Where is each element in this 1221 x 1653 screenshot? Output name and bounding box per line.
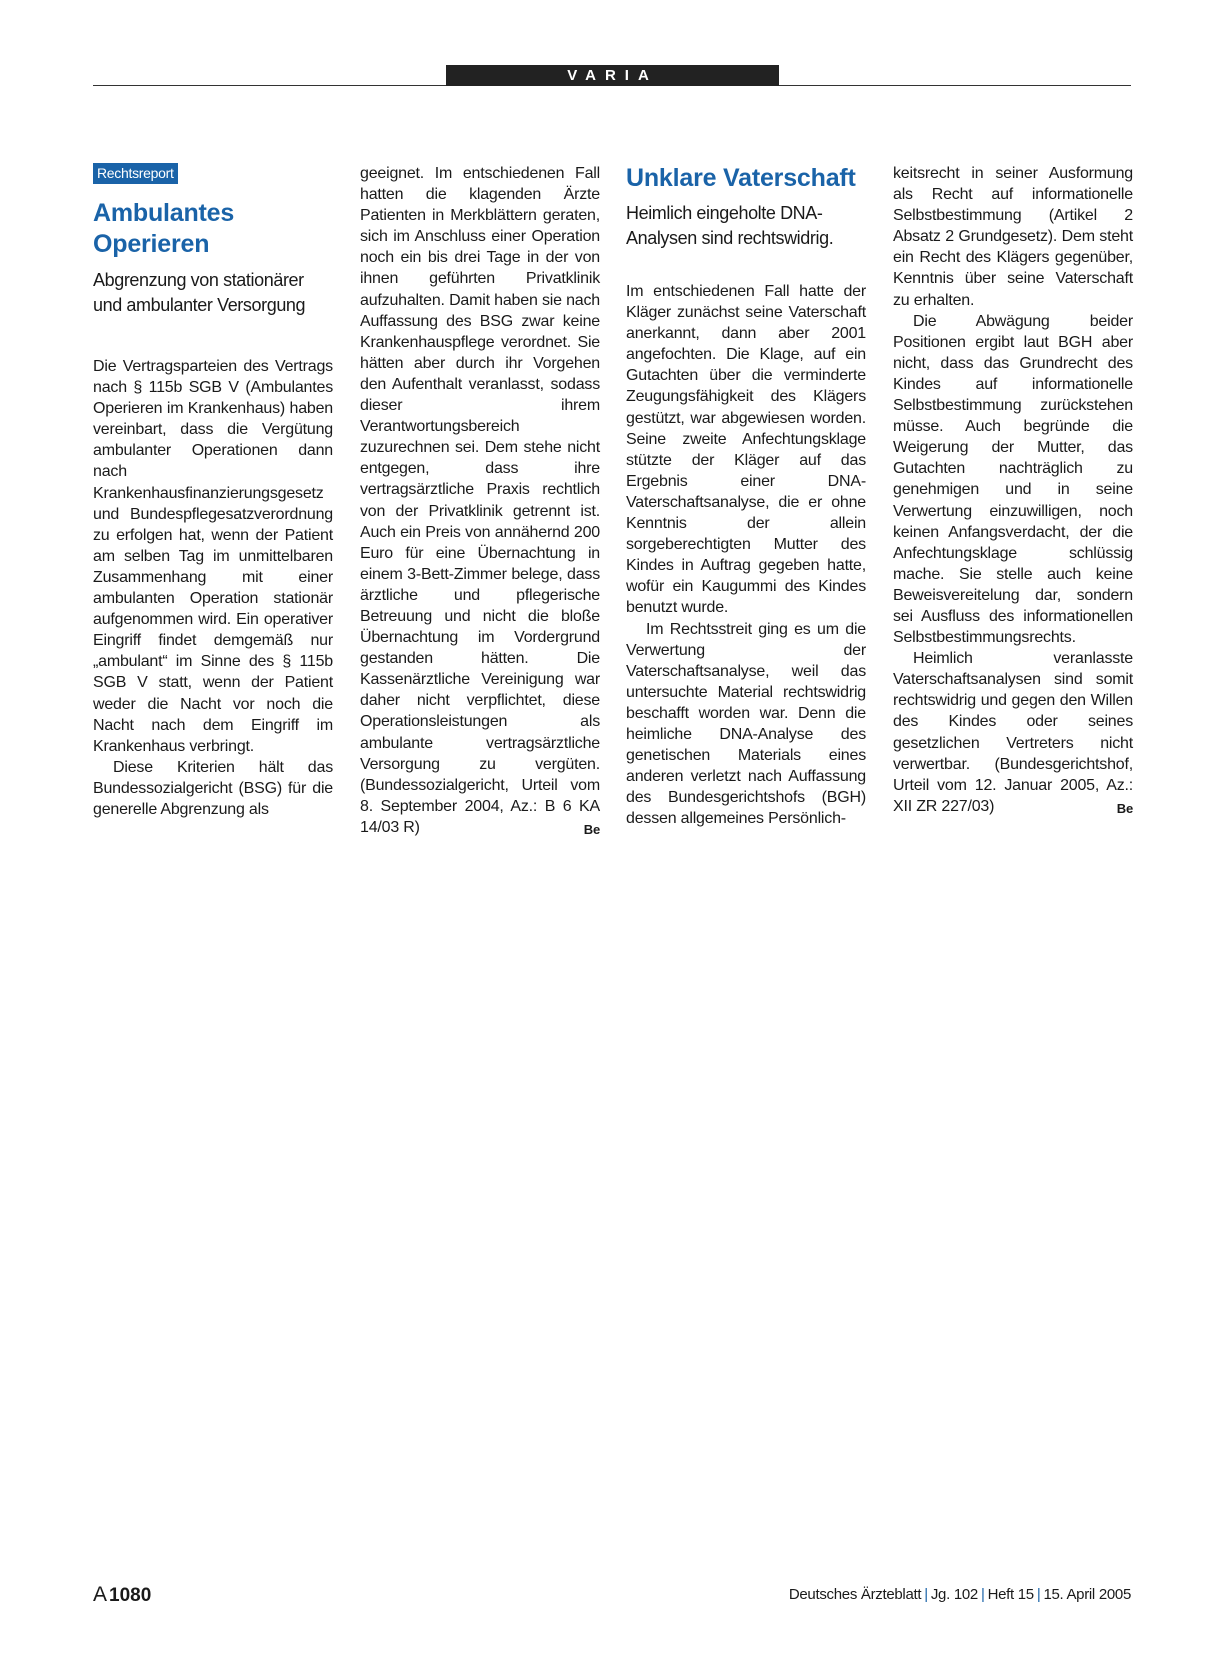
article2-subtitle: Heimlich eingeholte DNA-Analysen sind rechtswidrig. <box>626 203 834 248</box>
article1-paragraph-2-continued <box>360 163 600 838</box>
article2-paragraph-2-start <box>626 619 866 830</box>
article2-author: Be <box>1116 800 1133 816</box>
article2-paragraph-2-text: Im Rechtsstreit ging es um die Verwertung der Vaterschaftsanalyse, weil das untersuchte Material rechtswidrig beschafft worden war. Denn die heimliche DNA-Analyse des genetischen Materials eines anderen verletzt nach Auffassung des Bundesgerichtshofs (BGH) dessen allgemeines Persönlich- <box>626 620 866 828</box>
article1-paragraph-2-start <box>93 757 333 820</box>
page-number-value: 1080 <box>109 1585 152 1606</box>
article2-body-part1 <box>626 281 866 829</box>
column-2 <box>360 163 600 840</box>
article1-paragraph-2-text: Diese Kriterien hält das Bundessozialgericht (BSG) für die generelle Abgrenzung als <box>93 758 333 818</box>
article2-title: Unklare Vaterschaft <box>626 164 856 192</box>
article1-paragraph-1: Die Vertragsparteien des Vertrags nach § 115b SGB V (Ambulantes Operieren im Krankenhaus) haben vereinbart, dass die Vergütung ambulanter Operationen dann nach Krankenhausfinanzierungsgesetz und Bundespflegesatzverordnung zu erfolgen hat, wenn der Patient am selben Tag im unmittelbaren Zusammenhang mit einer ambulanten Operation stationär aufgenommen wird. Ein operativer Eingriff findet demgemäß nur „ambulant“ im Sinne des § 115b SGB V statt, wenn der Patient weder die Nacht vor noch die Nacht nach dem Eingriff im Krankenhaus verbringt. <box>93 358 333 755</box>
article2-body-part2 <box>893 163 1133 817</box>
article1-body-part1 <box>93 356 333 820</box>
article1-title: Ambulantes Operieren <box>93 199 235 258</box>
article2-paragraph-4-text: Heimlich veranlasste Vaterschaftsanalysen sind somit rechtswidrig und gegen den Willen des Kindes oder seines gesetzlichen Vertreters nicht verwertbar. (Bundesgerichtshof, Urteil vom 12. Januar 2005, Az.: XII ZR 227/03) <box>893 650 1133 815</box>
category-tag: Rechtsreport <box>93 163 178 184</box>
page-prefix: A <box>93 1583 108 1606</box>
article2-paragraph-2-continued <box>893 163 1133 311</box>
journal-volume: Jg. 102 <box>930 1586 978 1603</box>
section-label: VARIA <box>446 65 779 86</box>
article1-paragraph-2-rest: geeignet. Im entschiedenen Fall hatten die klagenden Ärzte Patienten in Merkblättern geraten, sich im Anschluss einer Operation noch ein bis drei Tage in der von ihnen geführten Privatklinik aufzuhalten. Damit haben sie nach Auffassung des BSG zwar keine Krankenhauspflege verordnet. Sie hätten aber durch ihr Vorgehen den Aufenthalt veranlasst, sodass dieser ihrem Verantwortungsbereich zuzurechnen sei. Dem stehe nicht entgegen, dass ihre vertragsärztliche Praxis rechtlich von der Privatklinik getrennt ist. Auch ein Preis von annähernd 200 Euro für eine Übernachtung in einem 3-Bett-Zimmer belege, dass ärztliche und pflegerische Betreuung und nicht die bloße Übernachtung im Vordergrund gestanden hätten. Die Kassenärztliche Vereinigung war daher nicht verpflichtet, diese Operationsleistungen als ambulante vertragsärztliche Versorgung zu vergüten. (Bundessozialgericht, Urteil vom 8. September 2004, Az.: B 6 KA 14/03 R) <box>360 165 600 836</box>
article1-body-part2 <box>360 163 600 838</box>
article1-author: Be <box>583 821 600 837</box>
article2-paragraph-4 <box>893 648 1133 817</box>
journal-name: Deutsches Ärzteblatt <box>788 1586 922 1603</box>
column-1 <box>93 163 333 820</box>
article2-paragraph-1: Im entschiedenen Fall hatte der Kläger zunächst seine Vaterschaft anerkannt, dann aber 2001 angefochten. Die Klage, auf ein Gutachten über die verminderte Zeugungsfähigkeit des Klägers gestützt, war abgewiesen worden. Seine zweite Anfechtungsklage stützte der Kläger auf das Ergebnis einer DNA-Vaterschaftsanalyse, die er ohne Kenntnis der allein sorgeberechtigten Mutter des Kindes in Auftrag gegeben hatte, wofür ein Kaugummi des Kindes benutzt wurde. <box>626 283 866 617</box>
column-4 <box>893 163 1133 819</box>
page-number <box>93 1583 151 1607</box>
journal-issue: Heft 15 <box>987 1586 1034 1603</box>
article2-paragraph-3: Die Abwägung beider Positionen ergibt laut BGH aber nicht, dass das Grundrecht des Kindes auf informationelle Selbstbestimmung zurückstehen müsse. Auch begründe die Weigerung der Mutter, das Gutachten nachträglich zu genehmigen und in seine Verwertung einzuwilligen, noch keinen Anfangsverdacht, der die Anfechtungsklage schlüssig mache. Sie stelle auch keine Beweisvereitelung dar, sondern sei Ausfluss des informationellen Selbstbestimmungsrechts. <box>893 312 1133 647</box>
article1-subtitle: Abgrenzung von stationärer und ambulanter Versorgung <box>93 270 306 315</box>
journal-info: Deutsches Ärzteblatt | Jg. 102 | Heft 15 | 15. April 2005 <box>788 1586 1131 1603</box>
journal-date: 15. April 2005 <box>1043 1586 1131 1603</box>
column-3 <box>626 163 866 829</box>
article2-paragraph-2-rest: keitsrecht in seiner Ausformung als Recht auf informationelle Selbstbestimmung (Artikel 2 Absatz 2 Grundgesetz). Dem steht ein Recht des Klägers gegenüber, Kenntnis über seine Vaterschaft zu erhalten. <box>893 165 1133 309</box>
